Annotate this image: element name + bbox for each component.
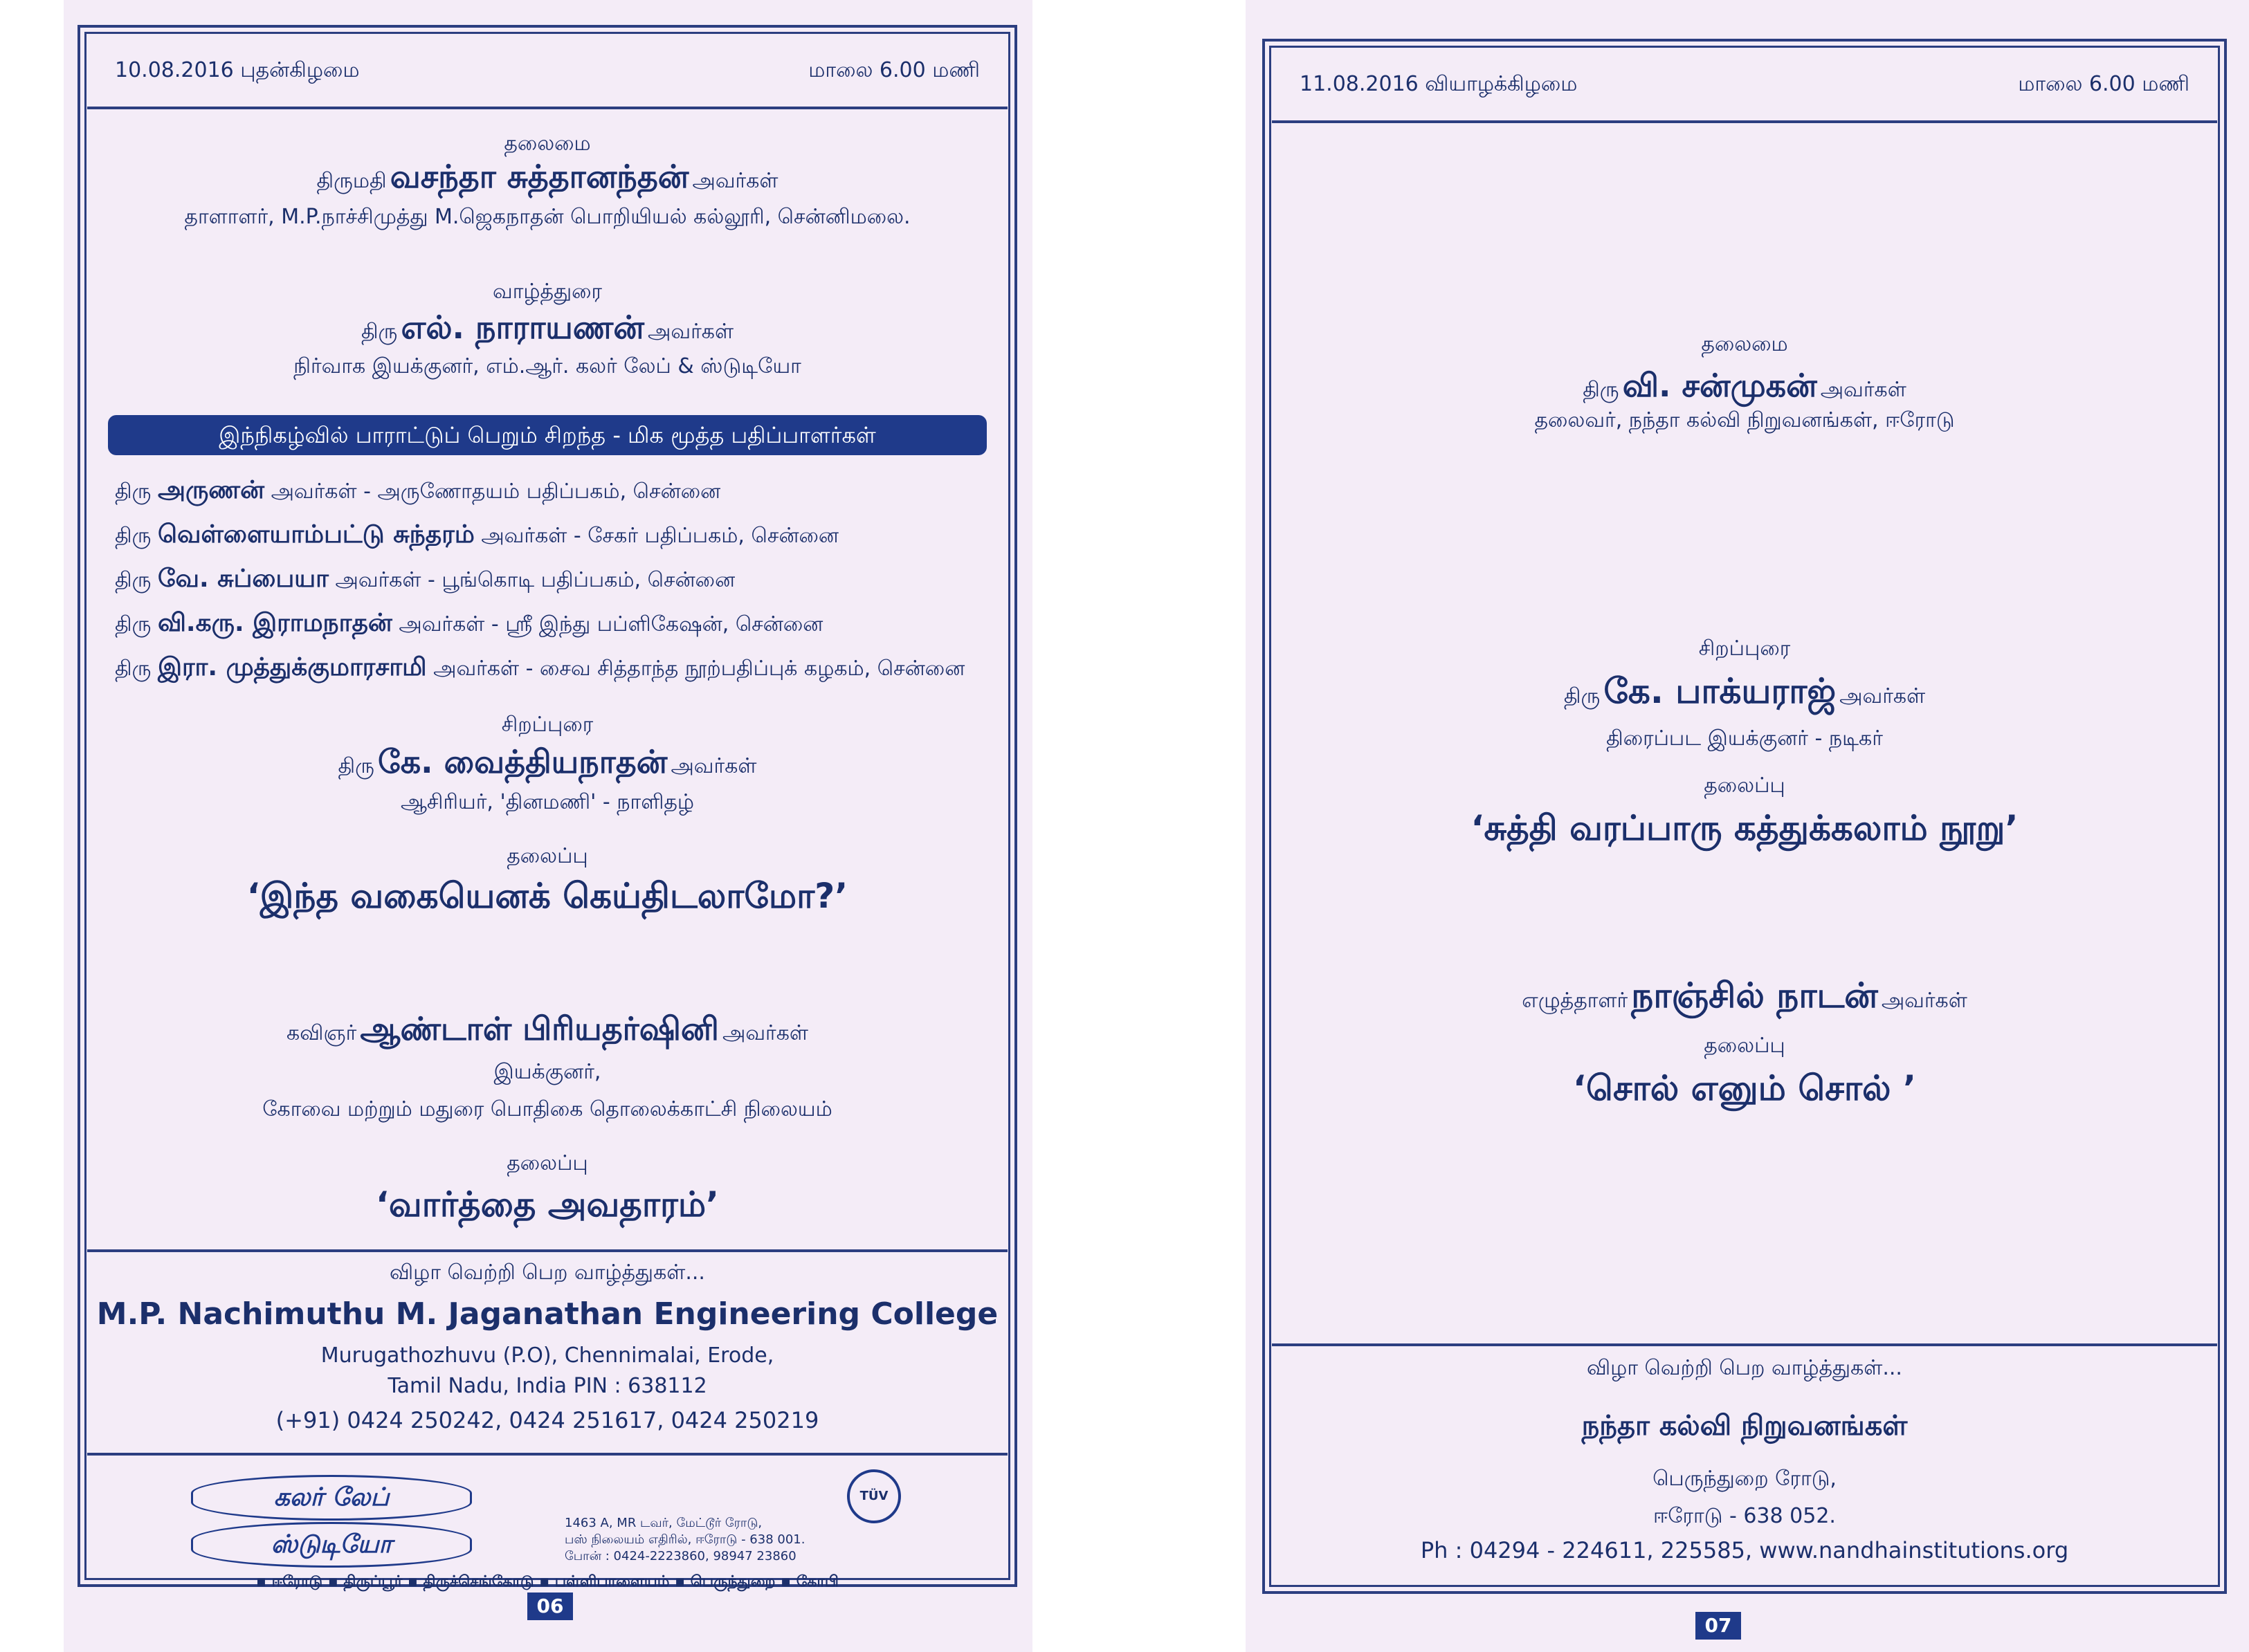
- left-topic-2: ‘வார்த்தை அவதாரம்’: [375, 1184, 720, 1224]
- left-speech2-desc1: இயக்குனர்,: [493, 1060, 601, 1084]
- left-header: [87, 35, 1008, 109]
- institution-address-2: ஈரோடு - 638 052.: [1653, 1504, 1836, 1528]
- right-wish: விழா வெற்றி பெற வாழ்த்துகள்...: [1587, 1356, 1902, 1380]
- left-chair-name: வசந்தா சுத்தானந்தன்: [390, 158, 689, 195]
- left-time: மாலை 6.00 மணி: [808, 58, 980, 82]
- left-speech2-desc2: கோவை மற்றும் மதுரை பொதிகை தொலைக்காட்சி நிலையம்: [262, 1097, 832, 1121]
- publisher-item: திரு இரா. முத்துக்குமாரசாமி அவர்கள் - சைவ சித்தாந்த நூற்பதிப்புக் கழகம், சென்னை: [115, 653, 965, 681]
- mr-branches: ▪ ஈரோடு ▪ திருப்பூர் ▪ திருச்செங்கோடு ▪ பள்ளிபாளையம் ▪ பெருந்துறை ▪ கோபி: [256, 1573, 839, 1590]
- left-greet-label: வாழ்த்துரை: [493, 279, 602, 304]
- right-speech2-line: எழுத்தாளர் நாஞ்சில் நாடன் அவர்கள்: [1522, 975, 1967, 1016]
- right-speech2-name: நாஞ்சில் நாடன்: [1631, 975, 1878, 1016]
- mr-address: 1463 A, MR டவர், மேட்டூர் ரோடு, பஸ் நிலையம் எதிரில், ஈரோடு - 638 001. போன் : 0424-2223860, 98947 23860: [565, 1516, 805, 1563]
- right-chair-line: திரு வி. சன்முகன் அவர்கள்: [1583, 367, 1906, 404]
- left-separator-1: [87, 1249, 1008, 1252]
- left-chair-label: தலைமை: [504, 131, 591, 156]
- left-topic-label-2: தலைப்பு: [507, 1151, 588, 1175]
- right-time: மாலை 6.00 மணி: [2018, 72, 2189, 96]
- tuv-badge-icon: TÜV: [847, 1469, 901, 1523]
- college-address-1: Murugathozhuvu (P.O), Chennimalai, Erode,: [320, 1343, 774, 1368]
- right-chair-label: தலைமை: [1701, 332, 1788, 356]
- publisher-item: திரு வி.கரு. இராமநாதன் அவர்கள் - ஸ்ரீ இந்து பப்ளிகேஷன், சென்னை: [115, 609, 823, 637]
- left-topic-1: ‘இந்த வகையெனக் கெய்திடலாமோ?’: [246, 876, 848, 916]
- publisher-item: திரு அருணன் அவர்கள் - அருணோதயம் பதிப்பகம், சென்னை: [115, 476, 721, 504]
- publisher-item: திரு வெள்ளையாம்பட்டு சுந்தரம் அவர்கள் - சேகர் பதிப்பகம், சென்னை: [115, 520, 839, 549]
- right-separator: [1272, 1343, 2217, 1346]
- right-date: 11.08.2016 வியாழக்கிழமை: [1300, 72, 1578, 96]
- right-topic-label-2: தலைப்பு: [1704, 1034, 1785, 1058]
- right-page-frame: [1262, 39, 2227, 1594]
- left-speech1-name: கே. வைத்தியநாதன்: [378, 743, 668, 780]
- left-date: 10.08.2016 புதன்கிழமை: [115, 58, 360, 82]
- publisher-item: திரு வே. சுப்பையா அவர்கள் - பூங்கொடி பதிப்பகம், சென்னை: [115, 565, 736, 593]
- left-chair-desc: தாளாளர், M.P.நாச்சிமுத்து M.ஜெகநாதன் பொறியியல் கல்லூரி, சென்னிமலை.: [184, 205, 911, 229]
- left-separator-2: [87, 1453, 1008, 1456]
- left-speech2-line: கவிஞர் ஆண்டாள் பிரியதர்ஷினி அவர்கள்: [286, 1010, 808, 1047]
- right-speech-label: சிறப்புரை: [1698, 636, 1791, 661]
- right-topic-label-1: தலைப்பு: [1704, 773, 1785, 798]
- college-name: M.P. Nachimuthu M. Jaganathan Engineering College: [96, 1296, 999, 1332]
- left-speech1-line: திரு கே. வைத்தியநாதன் அவர்கள்: [338, 743, 757, 780]
- page-number-right: 07: [1695, 1612, 1741, 1640]
- right-chair-desc: தலைவர், நந்தா கல்வி நிறுவனங்கள், ஈரோடு: [1534, 408, 1955, 432]
- right-speech1-line: திரு கே. பாக்யராஜ் அவர்கள்: [1563, 671, 1926, 711]
- college-phone: (+91) 0424 250242, 0424 251617, 0424 250219: [275, 1407, 819, 1433]
- left-speech1-desc: ஆசிரியர், 'தினமணி' - நாளிதழ்: [400, 790, 695, 814]
- left-page-frame: [78, 25, 1017, 1590]
- left-greet-desc: நிர்வாக இயக்குனர், எம்.ஆர். கலர் லேப் & ஸ்டுடியோ: [293, 354, 801, 378]
- institution-address-1: பெருந்துறை ரோடு,: [1652, 1467, 1837, 1491]
- left-speech2-name: ஆண்டாள் பிரியதர்ஷினி: [360, 1010, 719, 1047]
- institution-contact: Ph : 04294 - 224611, 225585, www.nandhainstitutions.org: [1420, 1537, 2069, 1563]
- right-topic-1: ‘சுத்தி வரப்பாரு கத்துக்கலாம் நூறு’: [1470, 808, 2019, 848]
- left-chair-line: திருமதி வசந்தா சுத்தானந்தன் அவர்கள்: [316, 158, 778, 195]
- left-greet-line: திரு எல். நாராயணன் அவர்கள்: [361, 309, 734, 346]
- left-wish: விழா வெற்றி பெற வாழ்த்துகள்...: [390, 1260, 705, 1285]
- mr-color-lab-logo: கலர் லேப்: [191, 1475, 472, 1521]
- right-speech1-desc: திரைப்பட இயக்குனர் - நடிகர்: [1606, 726, 1883, 751]
- publishers-banner: இந்நிகழ்வில் பாராட்டுப் பெறும் சிறந்த - மிக மூத்த பதிப்பாளர்கள்: [108, 415, 987, 455]
- left-greet-name: எல். நாராயணன்: [401, 309, 644, 346]
- page-number-left: 06: [527, 1593, 573, 1620]
- institution-name: நந்தா கல்வி நிறுவனங்கள்: [1581, 1410, 1908, 1442]
- right-speech1-name: கே. பாக்யராஜ்: [1603, 671, 1837, 711]
- left-page: [64, 0, 1032, 1652]
- right-header: [1272, 48, 2217, 123]
- left-speech-label: சிறப்புரை: [501, 713, 594, 737]
- right-chair-name: வி. சன்முகன்: [1622, 367, 1817, 404]
- college-address-2: Tamil Nadu, India PIN : 638112: [388, 1374, 707, 1398]
- left-topic-label-1: தலைப்பு: [507, 844, 588, 868]
- mr-studio-logo: ஸ்டுடியோ: [191, 1522, 472, 1568]
- right-page: [1246, 0, 2249, 1652]
- right-topic-2: ‘சொல் எனும் சொல் ’: [1573, 1068, 1916, 1108]
